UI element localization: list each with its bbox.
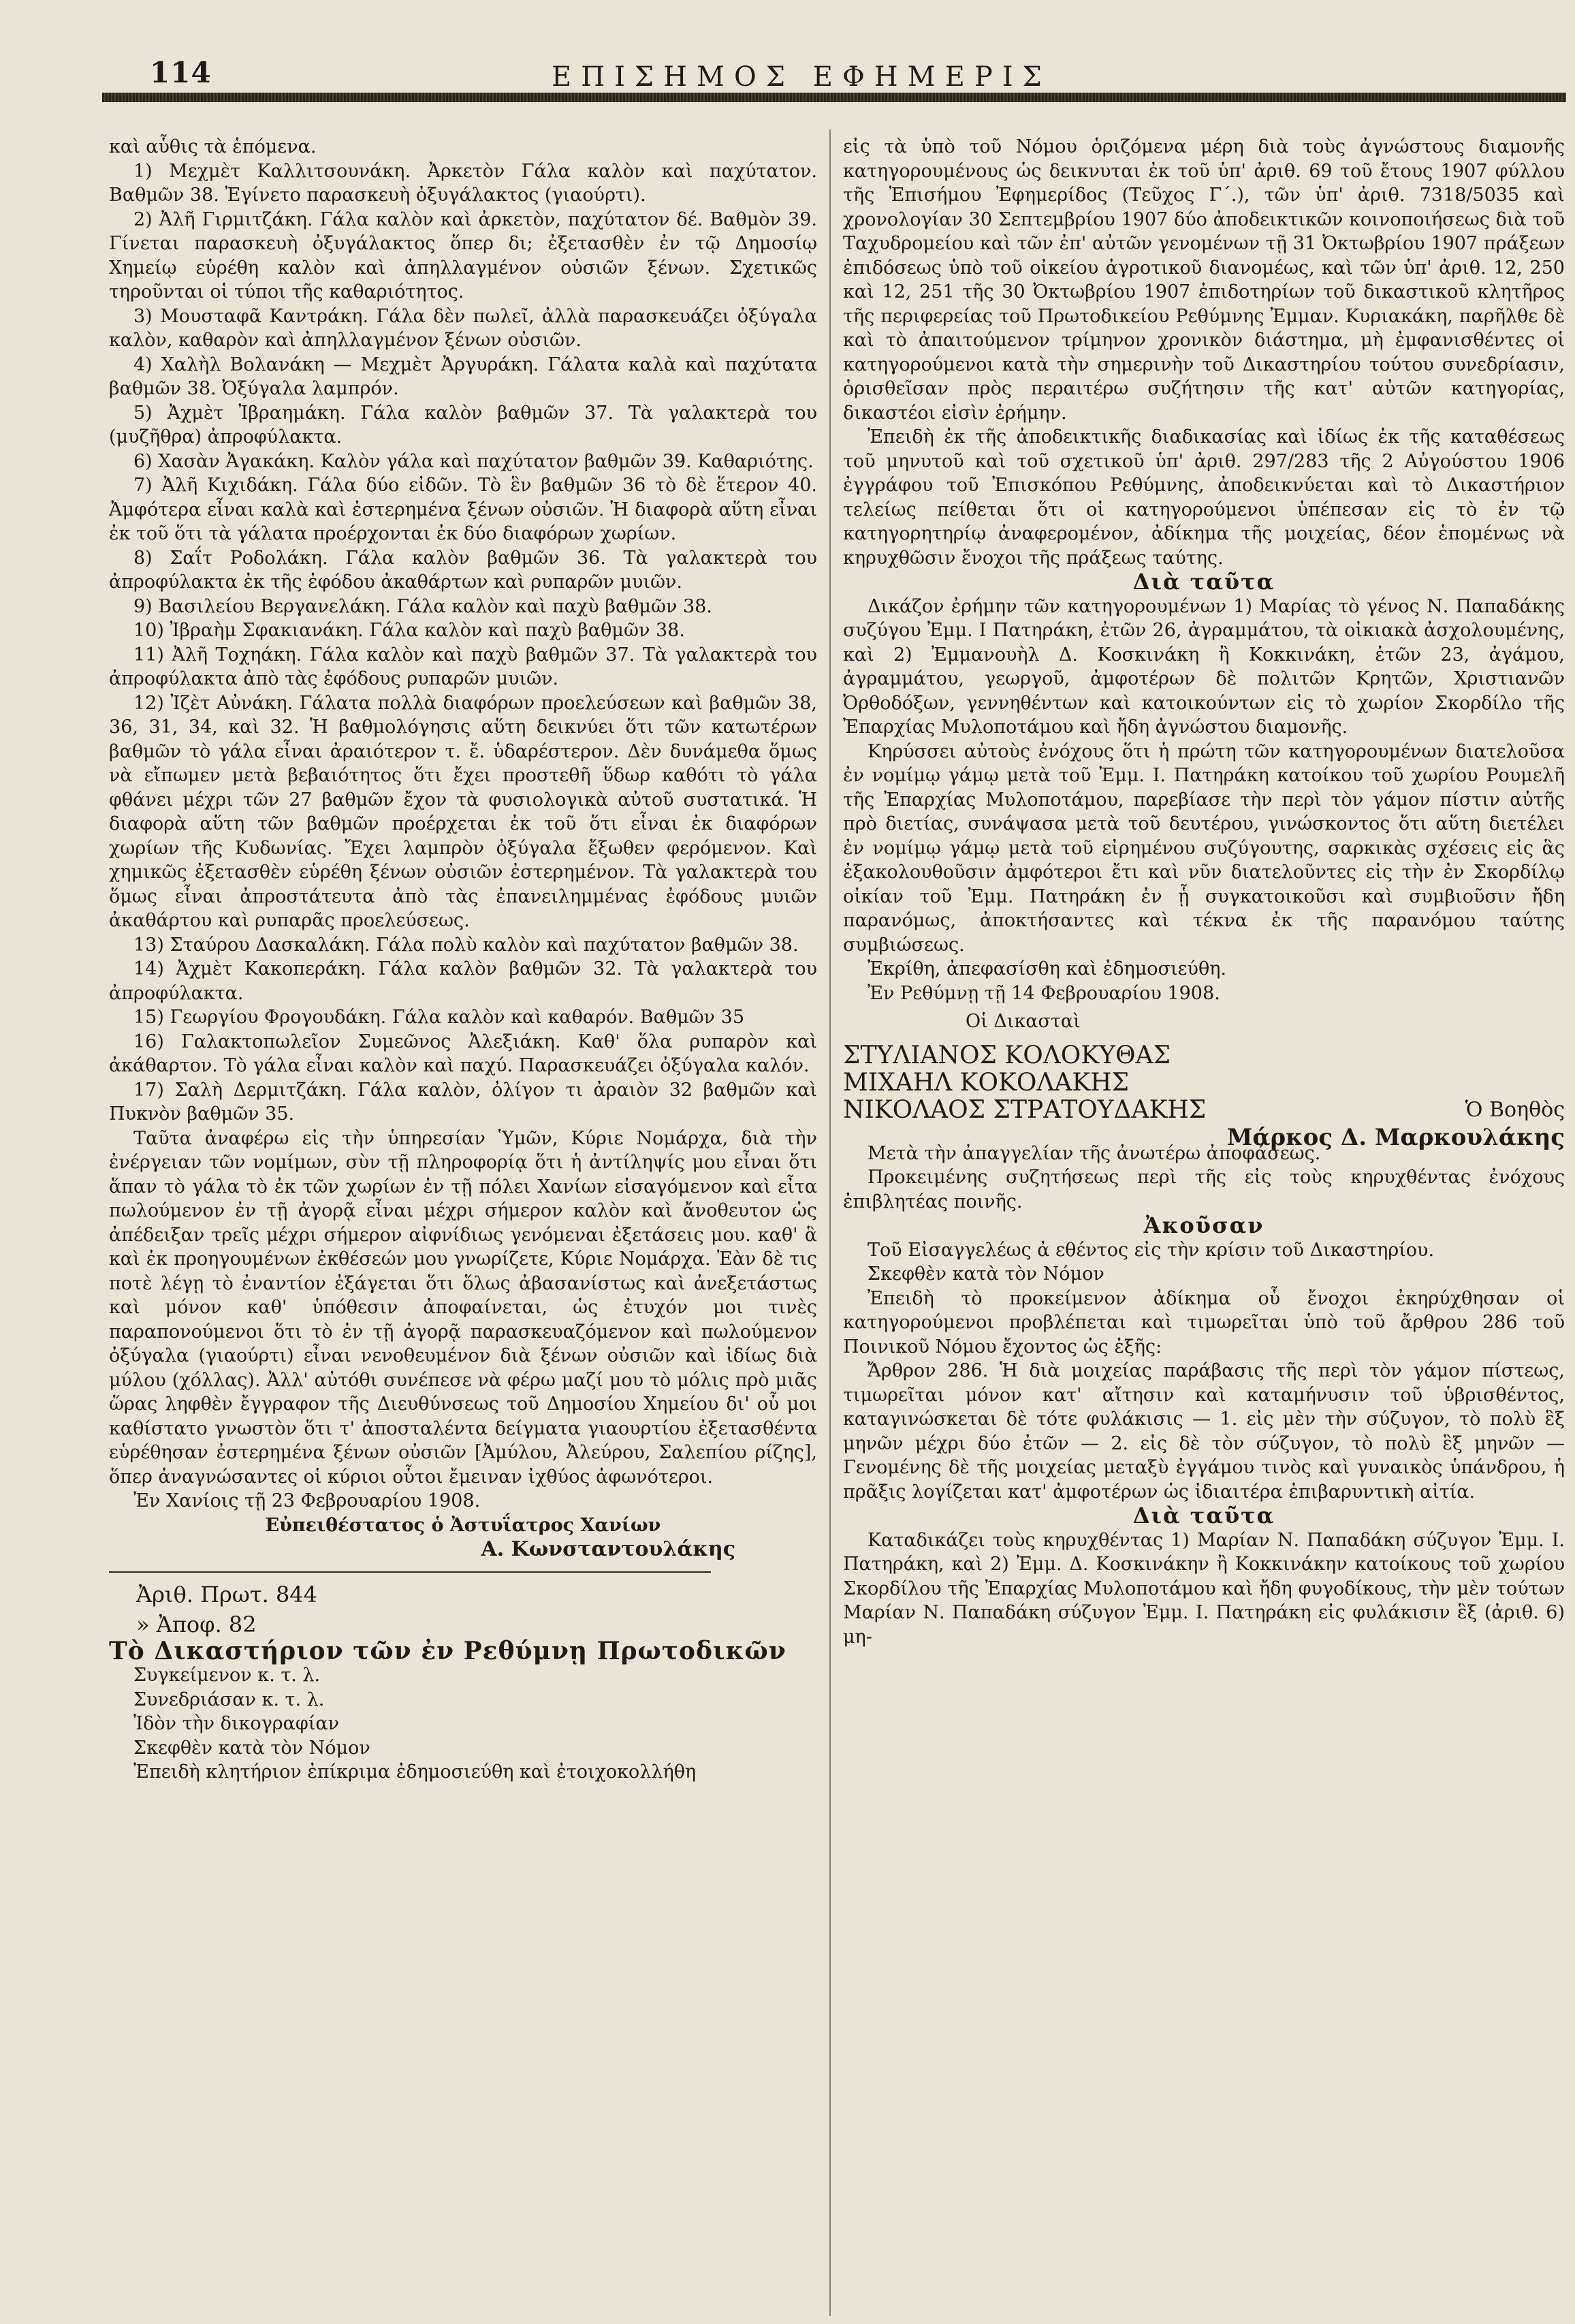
list-item: 12) Ἰζὲτ Αὐνάκη. Γάλατα πολλὰ διαφόρων προελεύσεων καὶ βαθμῶν 38, 36, 31, 34, καὶ 32. Ἡ βαθμολόγησις αὕτη δεικνύει ὅτι τῶν κατωτέρων βαθμῶν τὸ γάλα εἶναι ἀραιότερον τ. ἔ. ὑδαρέστερον. Δὲν δυνάμεθα ὅμως νὰ εἴπωμεν μετὰ βεβαιότητος ὅτι ἔχει προστεθῆ ὕδωρ καθότι τὸ γάλα φθάνει μέχρι τῶν 27 βαθμῶν ἔχον τὰ φυσιολογικὰ αὐτοῦ συστατικά. Ἡ διαφορὰ αὕτη τῶν βαθμῶν προέρχεται ἐκ τοῦ ὅτι εἶναι ἐκ διαφόρων χωρίων τῆς Κυδωνίας. Ἔχει λαμπρὸν ὀξύγαλα ἔξωθεν φερόμενον. Καὶ χημικῶς ἐξετασθὲν εὑρέθη ξένων οὐσιῶν ἐστερημένον. Τὰ γαλακτερὰ του ὅμως εἶναι ἀπροστάτευτα ἀπὸ τὰς ἐπανειλημμένας ἐφόδους μυιῶν ἀκαθάρτου καὶ ρυπαρᾶς προελεύσεως. bbox=[109, 692, 817, 931]
protocol-number: Ἀριθ. Πρωτ. 844 bbox=[136, 1581, 318, 1607]
paragraph: Ἄρθρον 286. Ἡ διὰ μοιχείας παράβασις τῆς περὶ τὸν γάμον πίστεως, τιμωρεῖται μόνον κατ' αἴτησιν καὶ καταμήνυσιν τοῦ ὑβρισθέντος, καταγινώσκεται δὲ τότε φυλάκισις — 1. εἰς μὲν τὴν σύζυγον, τὸ πολὺ ἓξ μηνῶν μέχρι δύο ἐτῶν — 2. εἰς δὲ τὸν σύζυγον, τὸ πολὺ ἓξ μηνῶν — Γενομένης δὲ τῆς μοιχείας μεταξὺ ἐγγάμου τινὸς καὶ γυναικὸς ὑπάνδρου, ἡ πρᾶξις λογίζεται κατ' ἀμφοτέρων ὡς ἰδιαιτέρα ἐπιβαρυντικὴ αἰτία. bbox=[843, 1360, 1565, 1503]
list-item: 1) Μεχμὲτ Καλλιτσουνάκη. Ἀρκετὸν Γάλα καλὸν καὶ παχύτατον. Βαθμῶν 38. Ἐγίνετο παρασκευὴ ὀξυγάλακτος (γιαούρτι). bbox=[109, 160, 817, 206]
paragraph: Σκεφθὲν κατὰ τὸν Νόμον bbox=[868, 1263, 1104, 1285]
court-title: Τὸ Δικαστήριον τῶν ἐν Ρεθύμνῃ Πρωτοδικῶν bbox=[109, 1636, 786, 1665]
column-divider bbox=[829, 129, 831, 2316]
judges-block bbox=[843, 1041, 1565, 1151]
page-number: 114 bbox=[150, 56, 212, 89]
judges-label: Οἱ Δικασταὶ bbox=[966, 1011, 1081, 1032]
court-line: Ἰδὸν τὴν δικογραφίαν bbox=[133, 1713, 340, 1734]
list-item: 10) Ἰβραὴμ Σφακιανάκη. Γάλα καλὸν καὶ παχὺ βαθμῶν 38. bbox=[133, 620, 685, 641]
judge-name: ΣΤΥΛΙΑΝΟΣ ΚΟΛΟΚΥΘΑΣ bbox=[843, 1041, 1171, 1069]
list-item: 14) Ἀχμὲτ Κακοπεράκη. Γάλα καλὸν βαθμῶν 32. Τὰ γαλακτερὰ του ἀπροφύλακτα. bbox=[109, 958, 817, 1004]
paragraph: Προκειμένης συζητήσεως περὶ τῆς εἰς τοὺς κηρυχθέντας ἐνόχους ἐπιβλητέας ποινῆς. bbox=[843, 1167, 1565, 1212]
paragraph: Κηρύσσει αὐτοὺς ἐνόχους ὅτι ἡ πρώτη τῶν κατηγορουμένων διατελοῦσα ἐν νομίμῳ γάμῳ μετὰ τοῦ Ἐμμ. Ι. Πατηράκη κατοίκου τοῦ χωρίου Ρουμελῆ τῆς Ἐπαρχίας Μυλοποτάμου, παρεβίασε τὴν περὶ τὸν γάμον πίστιν αὐτῆς πρὸ διετίας, συνάψασα μετὰ τοῦ δευτέρου, γινώσκοντος ὅτι αὕτη διετέλει ἐν νομίμῳ γάμῳ μετὰ τοῦ εἰρημένου συζύγουτης, σαρκικὰς σχέσεις εἰς ἃς ἐξακολουθοῦσιν ἀμφότεροι ἔτι καὶ νῦν διατελοῦντες εἰς τὴν ἐν Σκορδίλῳ οἰκίαν τοῦ Ἐμμ. Πατηράκη ἐν ᾗ συγκατοικοῦσι καὶ συμβιοῦσιν ἤδη παρανόμως, ἀποκτήσαντες καὶ τέκνα ἐκ τῆς παρανόμου ταύτης συμβιώσεως. bbox=[843, 740, 1565, 956]
court-line: Συνεδριάσαν κ. τ. λ. bbox=[133, 1689, 325, 1710]
assistant-label: Ὁ Βοηθὸς bbox=[1465, 1097, 1565, 1122]
list-item: 16) Γαλακτοπωλεῖον Συμεῶνος Ἀλεξιάκη. Καθ' ὅλα ρυπαρὸν καὶ ἀκάθαρτον. Τὸ γάλα εἶναι καλὸν καὶ παχύ. Παρασκευάζει ὀξύγαλα καλόν. bbox=[109, 1031, 817, 1076]
paragraph: Δικάζον ἐρήμην τῶν κατηγορουμένων 1) Μαρίας τὸ γένος Ν. Παπαδάκης συζύγου Ἐμμ. Ι Πατηράκη, ἐτῶν 26, ἀγραμμάτου, τὰ οἰκιακὰ ἀσχολουμένης, καὶ 2) Ἐμμανουὴλ Δ. Κοσκινάκη ἢ Κοκκινάκη, ἐτῶν 23, ἀγάμου, ἀγραμμάτου, γεωργοῦ, ἀμφοτέρων δὲ πολιτῶν Κρητῶν, Χριστιανῶν Ὀρθοδόξων, γεννηθέντων καὶ κατοικούντων εἰς τὸ χωρίον Σκορδίλο τῆς Ἐπαρχίας Μυλοποτάμου καὶ ἤδη ἀγνώστου διαμονῆς. bbox=[843, 595, 1565, 738]
date-line: Ἐν Χανίοις τῇ 23 Φεβρουαρίου 1908. bbox=[133, 1490, 481, 1511]
assistant-block bbox=[1227, 1097, 1565, 1151]
section-heading: Διὰ ταῦτα bbox=[1132, 1503, 1275, 1528]
list-item: 5) Ἀχμὲτ Ἰβραημάκη. Γάλα καλὸν βαθμῶν 37. Τὰ γαλακτερὰ του (μυζῆθρα) ἀπροφύλακτα. bbox=[109, 402, 817, 447]
list-item: 2) Ἀλῆ Γιρμιτζάκη. Γάλα καλὸν καὶ ἀρκετὸν, παχύτατον δέ. Βαθμὸν 39. Γίνεται παρασκευὴ ὀξυγάλακτος ὅπερ δι; ἐξετασθὲν ἐν τῷ Δημοσίῳ Χημείῳ εὑρέθη καλὸν καὶ ἀπηλλαγμένον οὐσιῶν ξένων. Σχετικῶς τηροῦνται οἱ τύποι τῆς καθαριότητος. bbox=[109, 208, 817, 302]
judge-name: ΝΙΚΟΛΑΟΣ ΣΤΡΑΤΟΥΔΑΚΗΣ bbox=[843, 1095, 1207, 1124]
paragraph: Μετὰ τὴν ἀπαγγελίαν τῆς ἀνωτέρω ἀποφάσεως. bbox=[868, 1142, 1321, 1164]
paragraph: Τοῦ Εἰσαγγελέως ἀ εθέντος εἰς τὴν κρίσιν τοῦ Δικαστηρίου. bbox=[868, 1239, 1435, 1261]
intro-line: καὶ αὗθις τὰ ἑπόμενα. bbox=[109, 136, 317, 157]
court-line: Σκεφθὲν κατὰ τὸν Νόμον bbox=[133, 1737, 370, 1759]
list-item: 8) Σαΐτ Ροδολάκη. Γάλα καλὸν βαθμῶν 36. Τὰ γαλακτερὰ του ἀπροφύλακτα ἐκ τῆς ἐφόδου ἀκαθάρτων καὶ ρυπαρῶν μυιῶν. bbox=[109, 547, 817, 593]
list-item: 17) Σαλὴ Δερμιτζάκη. Γάλα καλὸν, ὀλίγον τι ἀραιὸν 32 βαθμῶν καὶ Πυκνὸν βαθμῶν 35. bbox=[109, 1079, 817, 1125]
gazette-title: ΕΠΙΣΗΜΟΣ ΕΦΗΜΕΡΙΣ bbox=[552, 61, 1051, 93]
list-item: 11) Ἀλῆ Τοχηάκη. Γάλα καλὸν καὶ παχὺ βαθμῶν 37. Τὰ γαλακτερὰ του ἀπροφύλακτα ἀπὸ τὰς ἐφόδους ρυπαρῶν μυιῶν. bbox=[109, 644, 817, 689]
left-column bbox=[109, 135, 817, 1785]
list-item: 15) Γεωργίου Φρογουδάκη. Γάλα καλὸν καὶ καθαρόν. Βαθμῶν 35 bbox=[133, 1007, 745, 1028]
paragraph: Καταδικάζει τοὺς κηρυχθέντας 1) Μαρίαν Ν. Παπαδάκη σύζυγον Ἐμμ. Ι. Πατηράκη, καὶ 2) Ἐμμ. Δ. Κοσκινάκην ἢ Κοκκινάκην κατοίκους τοῦ χωρίου Σκορδίλου τῆς Ἐπαρχίας Μυλοποτάμου καὶ ἤδη φυγοδίκους, τὴν μὲν τούτων Μαρίαν Ν. Παπαδάκη σύζυγον Ἐμμ. Ι. Πατηράκη εἰς φυλάκισιν ἓξ (ἀριθ. 6) μη- bbox=[843, 1529, 1565, 1648]
court-paragraph: Ἐπειδὴ κλητήριον ἐπίκριμα ἐδημοσιεύθη καὶ ἐτοιχοκολλήθη bbox=[133, 1761, 697, 1783]
list-item: 6) Χασὰν Ἀγακάκη. Καλὸν γάλα καὶ παχύτατον βαθμῶν 39. Καθαριότης. bbox=[133, 450, 814, 472]
section-heading: Ἀκοῦσαν bbox=[1143, 1212, 1264, 1238]
list-item: 7) Ἀλῆ Κιχιδάκη. Γάλα δύο εἰδῶν. Τὸ ἓν βαθμῶν 36 τὸ δὲ ἕτερον 40. Ἀμφότερα εἶναι καλὰ καὶ ἐστερημένα ξένων οὐσιῶν. Ἡ διαφορὰ αὕτη εἶναι ἐκ τοῦ ὅτι τὰ γάλατα προέρχονται ἐκ δύο διαφόρων χωρίων. bbox=[109, 475, 817, 544]
list-item: 9) Βασιλείου Βεργανελάκη. Γάλα καλὸν καὶ παχὺ βαθμῶν 38. bbox=[133, 595, 712, 617]
list-item: 4) Χαλὴλ Βολανάκη — Μεχμὲτ Ἀργυράκη. Γάλατα καλὰ καὶ παχύτατα βαθμῶν 38. Ὀξύγαλα λαμπρόν. bbox=[109, 354, 817, 399]
section-divider bbox=[109, 1571, 711, 1573]
judge-name: ΜΙΧΑΗΛ ΚΟΚΟΛΑΚΗΣ bbox=[843, 1068, 1130, 1097]
decision-number: » Ἀποφ. 82 bbox=[136, 1611, 257, 1637]
court-line: Συγκείμενον κ. τ. λ. bbox=[133, 1665, 321, 1686]
section-heading: Διὰ ταῦτα bbox=[1132, 569, 1275, 595]
paragraph: Ἐκρίθη, ἀπεφασίσθη καὶ ἐδημοσιεύθη. bbox=[868, 958, 1226, 979]
date-line: Ἐν Ρεθύμνῃ τῇ 14 Φεβρουαρίου 1908. bbox=[868, 982, 1220, 1004]
signature-name: Α. Κωνσταντουλάκης bbox=[481, 1537, 735, 1561]
paragraph: εἰς τὰ ὑπὸ τοῦ Νόμου ὁριζόμενα μέρη διὰ τοὺς ἀγνώστους διαμονῆς κατηγορουμένους ὡς δεικνυται ἐκ τοῦ ὑπ' ἀριθ. 69 τοῦ ἔτους 1907 φύλλου τῆς Ἐπισήμου Ἐφημερίδος (Τεῦχος Γ΄.), τῶν ὑπ' ἀριθ. 7318/5035 καὶ χρονολογίαν 30 Σεπτεμβρίου 1907 δύο ἀποδεικτικῶν κοινοποιήσεως διὰ τοῦ Ταχυδρομείου καὶ τῶν ἐπ' αὐτῶν γενομένων τῇ 31 Ὀκτωβρίου 1907 πράξεων ἐπιδόσεως ὑπὸ τοῦ οἰκείου ἀγροτικοῦ διανομέως, καὶ τῶν ὑπ' ἀριθ. 12, 250 καὶ 12, 251 τῆς 30 Ὀκτωβρίου 1907 ἐπιδοτηρίων τοῦ δικαστικοῦ κλητῆρος τῆς περιφερείας τοῦ Πρωτοδικείου Ρεθύμνης Ἐμμαν. Κυριακάκη, παρῆλθε δὲ καὶ τὸ ἀπαιτούμενον τρίμηνον χρονικὸν διάστημα, μὴ ἐμφανισθέντες οἱ κατηγορούμενοι κατὰ τὴν σημερινὴν τοῦ Δικαστηρίου τούτου συνεδρίασιν, ὁρισθεῖσαν πρὸς περαιτέρω συζήτησιν τῆς κατ' αὐτῶν κατηγορίας, δικαστέοι εἰσὶν ἐρήμην. bbox=[843, 136, 1565, 424]
paragraph: Ἐπειδὴ ἐκ τῆς ἀποδεικτικῆς διαδικασίας καὶ ἰδίως ἐκ τῆς καταθέσεως τοῦ μηνυτοῦ καὶ τοῦ σχετικοῦ ὑπ' ἀριθ. 297/283 τῆς 2 Αὐγούστου 1906 ἐγγράφου τοῦ Ἐπισκόπου Ρεθύμνης, ἀποδεικνύεται καὶ τὸ Δικαστήριον τελείως πείθεται ὅτι οἱ κατηγορούμενοι ὑπέπεσαν εἰς τὸ ἐν τῷ κατηγορητηρίῳ ἀναφερομένον, ἀδίκημα τῆς μοιχείας, δέον ἑπομένως νὰ κηρυχθῶσιν ἔνοχοι τῆς πράξεως ταύτης. bbox=[843, 426, 1565, 569]
list-item: 3) Μουσταφᾶ Καντράκη. Γάλα δὲν πωλεῖ, ἀλλὰ παρασκευάζει ὀξύγαλα καλὸν, καθαρὸν καὶ ἀπηλλαγμένον ξένων οὐσιῶν. bbox=[109, 305, 817, 351]
paragraph: Ἐπειδὴ τὸ προκείμενον ἀδίκημα οὗ ἔνοχοι ἐκηρύχθησαν οἱ κατηγορούμενοι προβλέπεται καὶ τιμωρεῖται ὑπὸ τοῦ ἄρθρου 286 τοῦ Ποινικοῦ Νόμου ἔχοντος ὡς ἑξῆς: bbox=[843, 1287, 1565, 1357]
list-item: 13) Σταύρου Δασκαλάκη. Γάλα πολὺ καλὸν καὶ παχύτατον βαθμῶν 38. bbox=[133, 934, 799, 956]
right-column bbox=[843, 135, 1565, 1649]
assistant-name: Μάρκος Δ. Μαρκουλάκης bbox=[1226, 1123, 1565, 1151]
report-paragraph: Ταῦτα ἀναφέρω εἰς τὴν ὑπηρεσίαν Ὑμῶν, Κύριε Νομάρχα, διὰ τὴν ἐνέργειαν τῶν νομίμων, σὺν τῇ πληροφορίᾳ ὅτι ἡ ἀντίληψίς μου εἶναι ὅτι ἅπαν τὸ γάλα τὸ ἐκ τῶν χωρίων ἐν τῇ πόλει Χανίων εἰσαγόμενον καὶ εἶτα πωλούμενον ἐν τῇ ἀγορᾷ εἶναι μέχρι σήμερον καλὸν καὶ ἄνοθευτον ὡς ἀπέδειξαν τρεῖς μέχρι σήμερον αἰφνίδιως γενόμεναι ἐξετάσεις μου. καθ' ἃ καὶ ἐκ προηγουμένων ἐκθέσεών μου γνωρίζετε, Κύριε Νομάρχα. Ἐὰν δὲ τις ποτὲ λέγῃ τὸ ἐναντίον ἐξάγεται ὅτι ὅλως ἀβασανίστως καὶ ἀνεξετάστως καὶ μόνον καθ' ὑπόθεσιν ἀποφαίνεται, ὡς ἐτυχόν μοι τινὲς παραπονούμενοι ὅτι τὸ ἐν τῇ ἀγορᾷ παρασκευαζόμενον καὶ πωλούμενον ὀξύγαλα (γιαούρτι) εἶναι νενοθευμένον διὰ ξένων οὐσιῶν καὶ ἰδίως διὰ μύλου (χόλλας). Ἀλλ' αὐτόθι συνέπεσε νὰ φέρω μαζί μου τὸ μόλις πρὸ μιᾶς ὥρας ληφθὲν ἔγγραφον τῆς Διευθύνσεως τοῦ Δημοσίου Χημείου δι' οὗ μοι καθίστατο γνωστὸν ὅτι τ' ἀποσταλέντα δείγματα γιαουρτίου ἐξετασθέντα εὑρέθησαν ἐστερημένα ξένων οὐσιῶν [Ἀμύλου, Ἀλεύρου, Σαλεπίου ρίζης], ὅπερ ἀναγνώσαντες οἱ κύριοι οὗτοι ἔμειναν ἰχθύος ἀφωνότεροι. bbox=[109, 1127, 817, 1488]
header-rule bbox=[102, 93, 1566, 102]
signature-title: Εὐπειθέστατος ὁ Ἀστυΐατρος Χανίων bbox=[265, 1514, 661, 1536]
